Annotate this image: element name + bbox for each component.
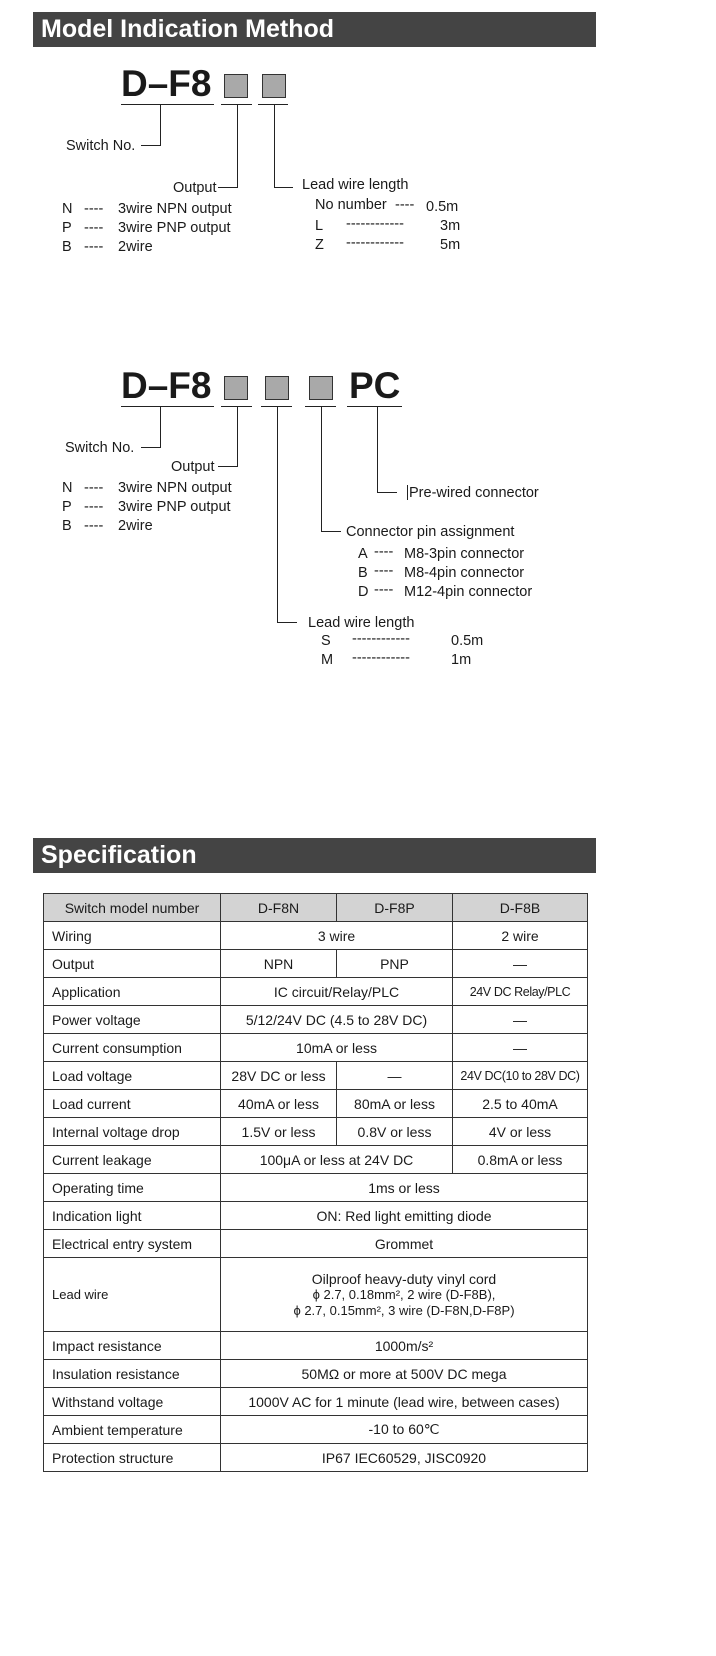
dash-leader: ------------ [346, 235, 404, 251]
table-row [44, 1444, 588, 1472]
table-row [44, 1202, 588, 1230]
connector-code: D [358, 584, 369, 600]
cell-value: NPN [221, 950, 337, 978]
output-code: P [62, 499, 72, 515]
cell-value: Grommet [221, 1230, 588, 1258]
dash-leader: ------------ [346, 216, 404, 232]
row-label: Withstand voltage [44, 1388, 221, 1416]
output-code: P [62, 220, 72, 236]
lead-value: 5m [440, 237, 461, 253]
dash-leader: ---- [374, 582, 394, 598]
row-label: Current leakage [44, 1146, 221, 1174]
output-code-box [224, 376, 248, 400]
lead-wire-line: ϕ 2.7, 0.15mm², 3 wire (D-F8N,D-F8P) [293, 1302, 515, 1318]
output-desc: 3wire PNP output [118, 499, 231, 515]
cell-value: 1000V AC for 1 minute (lead wire, between cases) [221, 1388, 588, 1416]
dash-leader: ------------ [352, 650, 410, 666]
cell-value: 1ms or less [221, 1174, 588, 1202]
dash-leader: ---- [84, 239, 104, 255]
row-label: Insulation resistance [44, 1360, 221, 1388]
dash-leader: ------------ [352, 631, 410, 647]
table-row [44, 1360, 588, 1388]
lead-wire-line: ϕ 2.7, 0.18mm², 2 wire (D-F8B), [312, 1286, 496, 1302]
dash-leader: ---- [84, 201, 104, 217]
cell-value: PNP [337, 950, 453, 978]
cell-value: — [453, 950, 588, 978]
dash-leader: ---- [395, 197, 415, 213]
connector-code: A [358, 546, 368, 562]
table-row [44, 1258, 588, 1332]
connector-desc: M8-3pin connector [404, 546, 525, 562]
table-row [44, 1118, 588, 1146]
cell-value: — [337, 1062, 453, 1090]
cell-value: 24V DC(10 to 28V DC) [453, 1062, 588, 1090]
lead-code: No number [315, 197, 387, 213]
lead-value: 0.5m [451, 633, 484, 649]
connector-pin-label: Connector pin assignment [346, 524, 515, 540]
row-label: Power voltage [44, 1006, 221, 1034]
table-row [44, 1090, 588, 1118]
cell-value: — [453, 1006, 588, 1034]
prewired-connector-label: Pre-wired connector [409, 485, 539, 501]
table-row [44, 1174, 588, 1202]
cell-value: -10 to 60℃ [221, 1416, 588, 1444]
header-cell: Switch model number [44, 894, 221, 922]
output-code: B [62, 239, 72, 255]
table-row [44, 1146, 588, 1174]
row-label: Operating time [44, 1174, 221, 1202]
dash-leader: ---- [374, 544, 394, 560]
output-desc: 3wire PNP output [118, 220, 231, 236]
lead-code: L [315, 218, 324, 234]
row-label: Lead wire [44, 1258, 221, 1332]
row-label: Application [44, 978, 221, 1006]
dash-leader: ---- [84, 499, 104, 515]
cell-value: 4V or less [453, 1118, 588, 1146]
switch-no-label: Switch No. [65, 440, 135, 456]
cell-value: 80mA or less [337, 1090, 453, 1118]
cell-value: 100μA or less at 24V DC [221, 1146, 453, 1174]
cell-value: 3 wire [221, 922, 453, 950]
cell-value: 1.5V or less [221, 1118, 337, 1146]
lead-value: 0.5m [426, 199, 459, 215]
cell-value: 0.8mA or less [453, 1146, 588, 1174]
lead-code-box [265, 376, 289, 400]
lead-value: 1m [451, 652, 472, 668]
model-prefix: D–F8 [121, 63, 212, 104]
cell-value: IC circuit/Relay/PLC [221, 978, 453, 1006]
row-label: Current consumption [44, 1034, 221, 1062]
table-row [44, 1006, 588, 1034]
cell-value: ON: Red light emitting diode [221, 1202, 588, 1230]
table-row [44, 922, 588, 950]
cell-value: IP67 IEC60529, JISC0920 [221, 1444, 588, 1472]
cell-value: 28V DC or less [221, 1062, 337, 1090]
dash-leader: ---- [84, 220, 104, 236]
cell-value: 5/12/24V DC (4.5 to 28V DC) [221, 1006, 453, 1034]
row-label: Output [44, 950, 221, 978]
dash-leader: ---- [84, 518, 104, 534]
switch-no-label: Switch No. [66, 138, 136, 154]
cell-value: 40mA or less [221, 1090, 337, 1118]
row-label: Load voltage [44, 1062, 221, 1090]
cell-value: 2.5 to 40mA [453, 1090, 588, 1118]
output-label: Output [171, 459, 215, 475]
output-label: Output [173, 180, 217, 196]
cell-value: 2 wire [453, 922, 588, 950]
output-desc: 3wire NPN output [118, 480, 232, 496]
output-desc: 2wire [118, 518, 153, 534]
connector-desc: M12-4pin connector [404, 584, 533, 600]
connector-desc: M8-4pin connector [404, 565, 525, 581]
table-row [44, 1034, 588, 1062]
lead-code: S [321, 633, 331, 649]
model-indication-title: Model Indication Method [33, 12, 596, 47]
output-code-box [224, 74, 248, 98]
table-row [44, 950, 588, 978]
row-label: Impact resistance [44, 1332, 221, 1360]
connector-code-box [309, 376, 333, 400]
row-label: Load current [44, 1090, 221, 1118]
cell-value: 1000m/s² [221, 1332, 588, 1360]
lead-wire-label: Lead wire length [302, 177, 409, 193]
specification-table [43, 893, 588, 1472]
cell-value: 10mA or less [221, 1034, 453, 1062]
header-cell: D-F8P [337, 894, 453, 922]
lead-value: 3m [440, 218, 461, 234]
cell-value: 0.8V or less [337, 1118, 453, 1146]
header-cell: D-F8B [453, 894, 588, 922]
table-row [44, 1062, 588, 1090]
row-label: Electrical entry system [44, 1230, 221, 1258]
lead-code: Z [315, 237, 324, 253]
row-label: Internal voltage drop [44, 1118, 221, 1146]
output-desc: 2wire [118, 239, 153, 255]
table-row [44, 1388, 588, 1416]
lead-wire-line: Oilproof heavy-duty vinyl cord [311, 1270, 497, 1287]
output-code: N [62, 480, 73, 496]
model-suffix: PC [349, 365, 401, 406]
output-desc: 3wire NPN output [118, 201, 232, 217]
table-row [44, 1332, 588, 1360]
table-row [44, 1230, 588, 1258]
lead-wire-label: Lead wire length [308, 615, 415, 631]
table-row [44, 978, 588, 1006]
cell-value [221, 1258, 588, 1332]
dash-leader: ---- [374, 563, 394, 579]
dash-leader: ---- [84, 480, 104, 496]
table-row [44, 1416, 588, 1444]
cell-value: — [453, 1034, 588, 1062]
cell-value: 50MΩ or more at 500V DC mega [221, 1360, 588, 1388]
row-label: Protection structure [44, 1444, 221, 1472]
output-code: B [62, 518, 72, 534]
connector-code: B [358, 565, 368, 581]
specification-title: Specification [33, 838, 596, 873]
lead-code-box [262, 74, 286, 98]
header-cell: D-F8N [221, 894, 337, 922]
cell-value: 24V DC Relay/PLC [453, 978, 588, 1006]
output-code: N [62, 201, 73, 217]
model-prefix: D–F8 [121, 365, 212, 406]
row-label: Ambient temperature [44, 1416, 221, 1444]
lead-code: M [321, 652, 334, 668]
row-label: Wiring [44, 922, 221, 950]
row-label: Indication light [44, 1202, 221, 1230]
table-header-row [44, 894, 588, 922]
